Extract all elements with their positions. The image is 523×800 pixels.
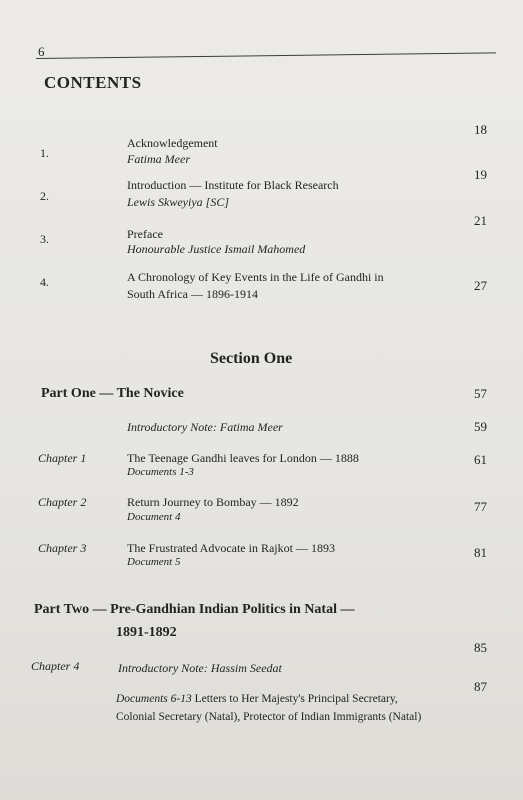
entry-number: 1. [40,146,49,160]
header-rule [36,52,496,59]
introductory-note: Introductory Note: Fatima Meer [127,420,283,434]
note-page: 59 [474,419,487,434]
part-two-page: 85 [474,640,487,655]
chapter-page: 77 [474,499,487,514]
chapter-page: 81 [474,545,487,560]
documents-line-continued: Colonial Secretary (Natal), Protector of Indian Immigrants (Natal) [116,711,422,723]
entry-title-continued: South Africa — 1896-1914 [127,287,258,301]
chapter-documents: Document 4 [127,511,181,523]
entry-page: 27 [474,278,487,293]
chapter-documents: Document 5 [127,556,181,568]
chapter-title: The Teenage Gandhi leaves for London — 1888 [127,451,359,465]
entry-author: Fatima Meer [127,152,190,166]
part-one-page: 57 [474,386,487,401]
entry-number: 4. [40,275,49,289]
documents-line [116,693,398,705]
chapter-documents: Documents 1-3 [127,466,194,478]
entry-title: Preface [127,227,163,241]
entry-author: Lewis Skweyiya [SC] [127,195,229,209]
entry-number: 2. [40,189,49,203]
chapter-title: The Frustrated Advocate in Rajkot — 1893 [127,541,335,555]
part-one-title: Part One — The Novice [41,386,184,401]
entry-author: Honourable Justice Ismail Mahomed [127,242,306,256]
chapter-label: Chapter 3 [38,541,87,555]
chapter-title: Return Journey to Bombay — 1892 [127,495,299,509]
section-heading: Section One [210,350,293,367]
contents-heading: CONTENTS [44,73,142,92]
chapter-page: 61 [474,452,487,467]
entry-title: Acknowledgement [127,136,218,150]
part-two-title: Part Two — Pre-Gandhian Indian Politics in Natal — [34,602,355,617]
entry-page: 21 [474,213,487,228]
entry-title: A Chronology of Key Events in the Life of Gandhi in [127,270,384,284]
chapter-label: Chapter 1 [38,451,87,465]
entry-title: Introduction — Institute for Black Research [127,178,339,192]
documents-label: Documents 6-13 [116,693,192,705]
entry-number: 3. [40,232,49,246]
introductory-note: Introductory Note: Hassim Seedat [118,661,282,675]
chapter-label: Chapter 2 [38,495,87,509]
entry-page: 19 [474,167,487,182]
entry-page: 18 [474,122,487,137]
chapter-label: Chapter 4 [31,659,80,673]
chapter-page: 87 [474,679,487,694]
page-number: 6 [38,44,45,59]
part-two-title-continued: 1891-1892 [116,625,177,640]
documents-text: Letters to Her Majesty's Principal Secretary, [194,693,398,705]
